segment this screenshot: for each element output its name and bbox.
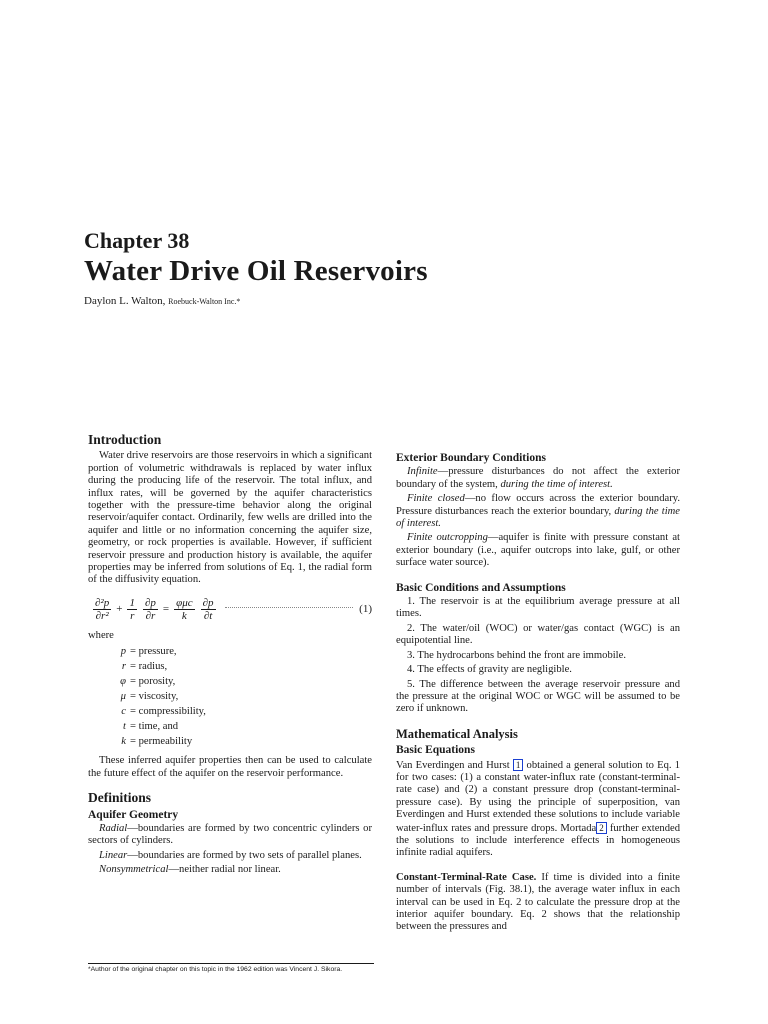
finite-closed-condition: Finite closed—no flow occurs across the exterior boundary. Pressure disturbances reach the exterior boundary, during the time of interest. <box>396 493 680 530</box>
eq-term-2: $\frac{1}{r}$ <box>129 596 135 622</box>
radial-definition: Radial—boundaries are formed by two concentric cylinders or sectors of cylinders. <box>88 822 372 847</box>
assumption-item: 4. The effects of gravity are negligible. <box>407 664 572 676</box>
infinite-condition: Infinite—pressure disturbances do not affect the exterior boundary of the system, during the time of interest. <box>396 466 680 490</box>
where-item: k = permeability <box>121 736 193 748</box>
chapter-label: Chapter 38 <box>84 228 190 253</box>
aquifer-geometry-heading: Aquifer Geometry <box>88 808 179 821</box>
eq-term-3: $\frac{\partial p}{\partial r}$ <box>144 596 156 622</box>
basic-equations-heading: Basic Equations <box>396 744 475 757</box>
introduction-heading: Introduction <box>88 432 162 447</box>
eq-term-4: $\frac{\text{φμc}}{k}$ <box>176 596 193 622</box>
assumption-item: 1. The reservoir is at the equilibrium average pressure at all times. <box>396 596 680 620</box>
introduction-paragraph: Water drive reservoirs are those reservoirs in which a significant portion of volumetric withdrawals is replaced by water influx during the producing life of the reservoir. The total influx, and influx rates, will be governed by the aquifer characteristics together with the pressure-time behavior along the original reservoir/aquifer contact. Ordinarily, few wells are drilled into the aquifer and little or no information concerning the aquifer size, geometry, or rock properties is available. However, if sufficient reservoir pressure and production history is available, the aquifer properties may be inferred from solutions of Eq. 1, the radial form of the diffusivity equation. <box>88 450 373 586</box>
nonsymmetrical-definition: Nonsymmetrical—neither radial nor linear. <box>99 864 281 876</box>
constant-terminal-rate-heading: Constant-Terminal-Rate Case. <box>396 871 537 883</box>
assumption-item: 5. The difference between the average reservoir pressure and the pressure at the original WOC or WGC will be assumed to be zero if unknown. <box>396 678 680 715</box>
mathematical-analysis-heading: Mathematical Analysis <box>396 726 518 741</box>
where-item: r = radius, <box>121 661 168 673</box>
chapter-title: Water Drive Oil Reservoirs <box>84 255 428 287</box>
diffusivity-equation <box>90 597 372 622</box>
eq-leader-dots <box>225 607 354 608</box>
footnote: *Author of the original chapter on this topic in the 1962 edition was Vincent J. Sikora. <box>88 963 374 973</box>
eq-term-1: $\frac{\text{∂²p}}{\text{∂r²}}$ <box>95 596 110 622</box>
author-affiliation: Roebuck-Walton Inc.* <box>168 297 241 306</box>
eq-term-5: $\frac{\partial p}{\partial t}$ <box>202 596 214 622</box>
assumption-item: 3. The hydrocarbons behind the front are immobile. <box>407 649 626 661</box>
exterior-boundary-heading: Exterior Boundary Conditions <box>396 452 546 464</box>
where-item: p = pressure, <box>120 646 177 658</box>
author-line <box>84 295 240 307</box>
assumptions-list <box>396 596 680 716</box>
assumption-item: 2. The water/oil (WOC) or water/gas contact (WGC) is an equipotential line. <box>396 622 680 647</box>
where-item: μ = viscosity, <box>120 691 179 703</box>
reference-link-1[interactable]: 1 <box>513 759 524 771</box>
right-column <box>396 452 680 936</box>
where-item: c = compressibility, <box>121 706 206 718</box>
author-name: Daylon L. Walton, <box>84 295 166 307</box>
eq-equals: = <box>162 603 170 616</box>
constant-terminal-rate-paragraph: Constant-Terminal-Rate Case. If time is divided into a finite number of intervals (Fig. 38.1), the average water influx in each interval can be used in Eq. 2 to calculate the pressure drop at the interior aquifer boundary. Eq. 2 shows that the relationship between the pressures and <box>396 871 681 933</box>
eq-plus: + <box>116 603 123 616</box>
left-column <box>88 434 372 879</box>
where-item: t = time, and <box>123 721 179 733</box>
after-where-paragraph: These inferred aquifer properties then can be used to calculate the future effect of the aquifer on the reservoir performance. <box>88 755 372 779</box>
finite-outcropping-condition: Finite outcropping—aquifer is finite with pressure constant at exterior boundary (i.e., aquifer outcrops into lake, gulf, or other surface water source). <box>396 532 680 569</box>
basic-equations-paragraph: Van Everdingen and Hurst 1 obtained a general solution to Eq. 1 for two cases: (1) a constant water-influx rate (constant-terminal-rate case) and (2) a constant pressure drop (constant-terminal-pressure case). By using the principle of superposition, van Everdingen and Hurst extended these solutions to include variable water-influx rates and pressure drops. Mortada 2 further extended the solutions to include interference effects in homogeneous infinite radial aquifers. <box>396 759 681 859</box>
reference-link-2[interactable]: 2 <box>596 822 607 834</box>
equation-number: (1) <box>359 603 372 616</box>
where-list <box>88 644 372 749</box>
where-label: where <box>88 629 114 641</box>
definitions-heading: Definitions <box>88 790 152 806</box>
linear-definition: Linear—boundaries are formed by two sets of parallel planes. <box>99 849 362 861</box>
where-item: φ = porosity, <box>120 676 176 688</box>
basic-conditions-heading: Basic Conditions and Assumptions <box>396 581 566 594</box>
